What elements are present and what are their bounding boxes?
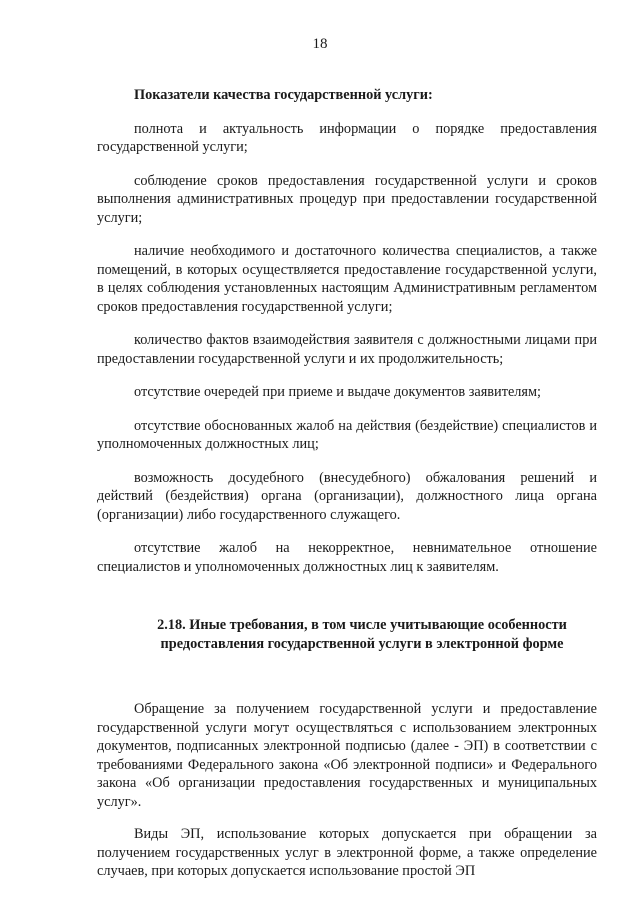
page-number: 18 [312, 36, 328, 52]
quality-item: отсутствие очередей при приеме и выдаче документов заявителям; [134, 384, 542, 400]
quality-item: возможность досудебного (внесудебного) обжалования решений и действий (бездействия) органа (организации), должностного лица органа (организации) либо государственного служащего. [97, 469, 597, 523]
quality-item: соблюдение сроков предоставления государственной услуги и сроков выполнения административных процедур при предоставлении государственной услуги; [97, 172, 597, 226]
section-paragraph: Виды ЭП, использование которых допускается при обращении за получением государственных услуг в электронной форме, а также определение случаев, при которых допускается использование простой ЭП [97, 826, 597, 879]
quality-item: отсутствие жалоб на некорректное, невнимательное отношение специалистов и уполномоченных должностных лиц к заявителям. [97, 540, 597, 575]
section-title: 2.18. Иные требования, в том числе учитывающие особенности предоставления государственной услуги в электронной форме [157, 617, 567, 652]
quality-item: отсутствие обоснованных жалоб на действия (бездействие) специалистов и уполномоченных должностных лиц; [97, 417, 597, 452]
quality-item: количество фактов взаимодействия заявителя с должностными лицами при предоставлении государственной услуги и их продолжительность; [97, 332, 597, 367]
page-content [97, 86, 597, 895]
section-paragraph: Обращение за получением государственной услуги и предоставление государственной услуги могут осуществляться с использованием электронных документов, подписанных электронной подписью (далее - ЭП) в соответствии с требованиями Федерального закона «Об электронной подписи» и Федерального закона «Об организации предоставления государственных и муниципальных услуг». [97, 701, 597, 810]
quality-item: наличие необходимого и достаточного количества специалистов, а также помещений, в которых осуществляется предоставление государственной услуги, в целях соблюдения установленных настоящим Административным регламентом сроков предоставления государственной услуги; [97, 243, 597, 315]
quality-heading: Показатели качества государственной услуги: [134, 87, 433, 103]
quality-item: полнота и актуальность информации о порядке предоставления государственной услуги; [97, 120, 597, 155]
